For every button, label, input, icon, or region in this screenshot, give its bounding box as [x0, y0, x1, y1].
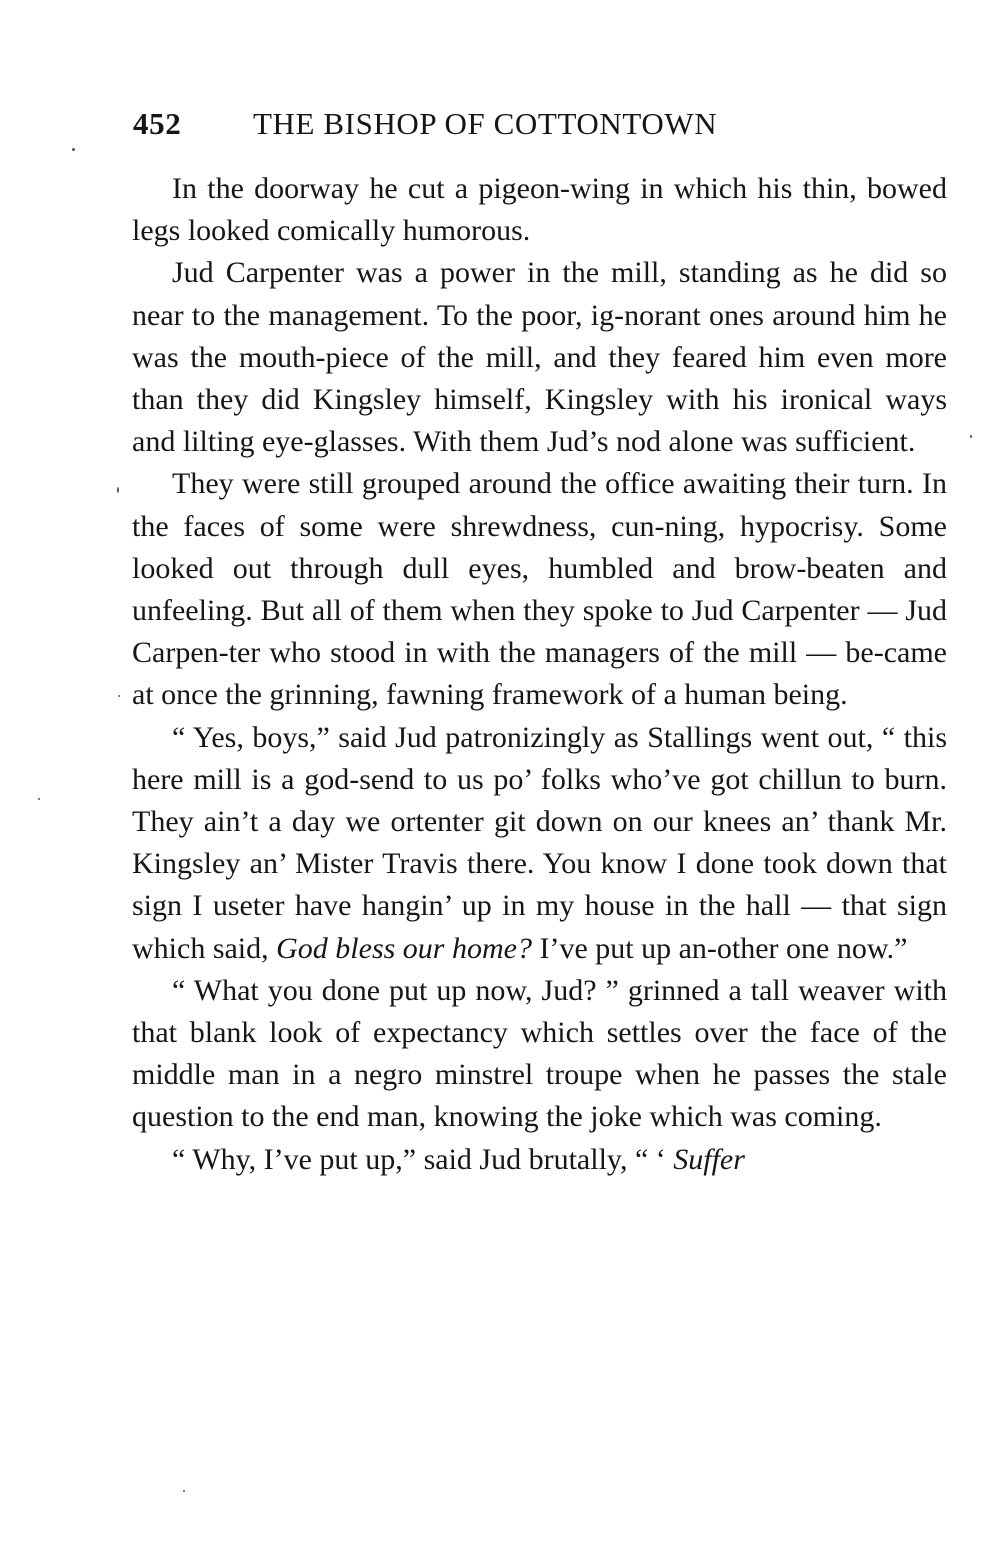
scan-speck: [118, 695, 120, 697]
italic-suffer: Suffer: [673, 1142, 745, 1176]
running-head: [133, 106, 853, 150]
paragraph-jud-carpenter-power: Jud Carpenter was a power in the mill, standing as he did so near to the management. To the poor, ig-norant ones around him he was the mouth-piece of the mill, and they feared him even more than they did Kingsley himself, Kingsley with his ironical ways and lilting eye-glasses. With them Jud’s nod alone was sufficient.: [132, 256, 947, 459]
paragraph-yes-boys: [132, 717, 947, 970]
italic-sign-text: God bless our home?: [276, 931, 532, 965]
body-text: [132, 168, 947, 1181]
scan-speck: [117, 487, 119, 493]
paragraph-why-ive-put-up: [132, 1139, 947, 1181]
running-title: THE BISHOP OF COTTONTOWN: [253, 106, 718, 141]
paragraph-text: I’ve put up an-other one now.”: [531, 931, 908, 965]
page-number: 452: [133, 106, 182, 141]
scan-speck: [72, 148, 75, 151]
paragraph-doorway: In the doorway he cut a pigeon-wing in which his thin, bowed legs looked comically humorous.: [132, 172, 947, 248]
paragraph-text: “ Why, I’ve put up,” said Jud brutally, “ ‘: [172, 1142, 674, 1176]
paragraph-grouped-around-office: They were still grouped around the office awaiting their turn. In the faces of some were shrewdness, cun-ning, hypocrisy. Some looked out through dull eyes, humbled and brow-beaten and unfeeling. But all of them when they spoke to Jud Carpenter — Jud Carpen-ter who stood in with the managers of the mill — be-came at once the grinning, fawning framework of a human being.: [132, 467, 947, 712]
scan-speck: [970, 435, 972, 438]
paragraph-text: “ Yes, boys,” said Jud patronizingly as Stallings went out, “ this here mill is a god-send to us po’ folks who’ve got chillun to burn. They ain’t a day we ortenter git down on our knees an’ thank Mr. Kingsley an’ Mister Travis there. You know I done took down that sign I useter have hangin’ up in my house in the hall — that sign which said,: [132, 720, 947, 965]
scan-speck: [38, 798, 40, 800]
paragraph-what-you-done: “ What you done put up now, Jud? ” grinned a tall weaver with that blank look of expectancy which settles over the face of the middle man in a negro minstrel troupe when he passes the stale question to the end man, knowing the joke which was coming.: [132, 973, 947, 1134]
scan-speck: [183, 1490, 185, 1492]
